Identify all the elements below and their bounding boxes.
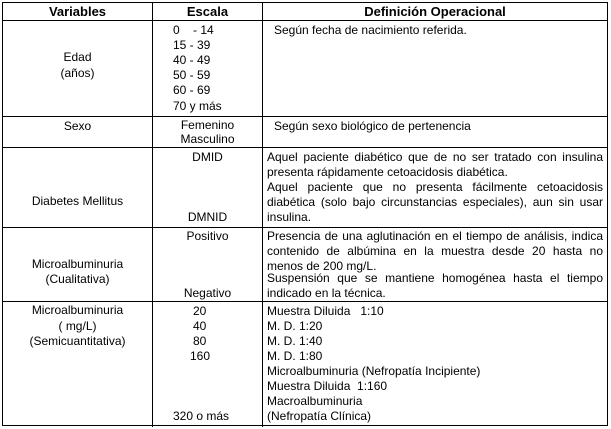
table-header-row [3,3,607,21]
definicion-sexo: Según sexo biológico de pertenencia [274,119,471,133]
definicion-macroalbuminuria: Macroalbuminuria [267,394,363,408]
escala-edad-70-mas: 70 y más [173,99,222,113]
variable-edad-unit: (años) [60,66,95,80]
definicion-dilucion-1-160: Muestra Diluida 1:160 [267,379,388,393]
escala-160: 160 [190,349,211,363]
variable-unidad-mgl: ( mg/L) [58,319,97,333]
variable-edad: Edad [63,50,92,64]
header-variables: Variables [48,4,107,19]
definicion-negativo: Suspensión que se mantiene homogénea hasta el tiempo indicado en la técnica. [267,271,603,300]
table-row-microalbuminuria-semicuantitativa [3,302,607,427]
definicion-positivo: Presencia de una aglutinación en el tiempo de análisis, indica contenido de albúmina en la muestra desde 20 hasta no menos de 200 mg/L. [267,229,603,273]
escala-masculino: Masculino [180,132,235,146]
escala-dmid: DMID [192,150,223,164]
escala-edad-50-59: 50 - 59 [173,68,211,82]
escala-positivo: Positivo [186,229,229,243]
operational-definitions-table [2,2,608,426]
definicion-dmnid: Aquel paciente que no presenta fácilmente cetoacidosis diabética (solo bajo circunstancias especiales), aun sin usar insulina. [267,180,603,224]
escala-edad-60-69: 60 - 69 [173,83,211,97]
definicion-md-1-20: M. D. 1:20 [267,319,323,333]
variable-microalbuminuria-cual: Microalbuminuria [31,257,124,271]
escala-edad-40-49: 40 - 49 [173,53,211,67]
definicion-nefropatia-incipiente: Microalbuminuria (Nefropatía Incipiente) [267,364,481,378]
table-row-sexo [3,117,607,148]
definicion-md-1-40: M. D. 1:40 [267,334,323,348]
table-row-edad [3,21,607,117]
variable-microalbuminuria-semi: Microalbuminuria [31,303,124,317]
variable-diabetes: Diabetes Mellitus [31,194,124,208]
escala-negativo: Negativo [183,286,232,300]
variable-cualitativa: (Cualitativa) [45,272,110,286]
escala-20: 20 [193,304,207,318]
escala-320-o-mas: 320 o más [173,409,230,423]
escala-edad-15-39: 15 - 39 [173,38,211,52]
table-row-diabetes [3,148,607,228]
definicion-md-1-80: M. D. 1:80 [267,349,323,363]
definicion-dmid: Aquel paciente diabético que de no ser tratado con insulina presenta rápidamente cetoacidosis diabética. [267,150,603,179]
variable-semicuantitativa: (Semicuantitativa) [29,334,126,348]
definicion-edad: Según fecha de nacimiento referida. [274,23,467,37]
escala-40: 40 [193,319,207,333]
escala-femenino: Femenino [180,118,235,132]
escala-edad-0-14: 0 - 14 [173,23,214,37]
header-escala: Escala [186,4,229,19]
escala-dmnid: DMNID [187,210,228,224]
variable-sexo: Sexo [63,119,92,133]
escala-80: 80 [193,334,207,348]
definicion-nefropatia-clinica: (Nefropatía Clínica) [267,409,372,423]
header-definicion: Definición Operacional [364,4,506,19]
table-row-microalbuminuria-cualitativa [3,228,607,302]
definicion-dilucion-1-10: Muestra Diluida 1:10 [267,304,384,318]
